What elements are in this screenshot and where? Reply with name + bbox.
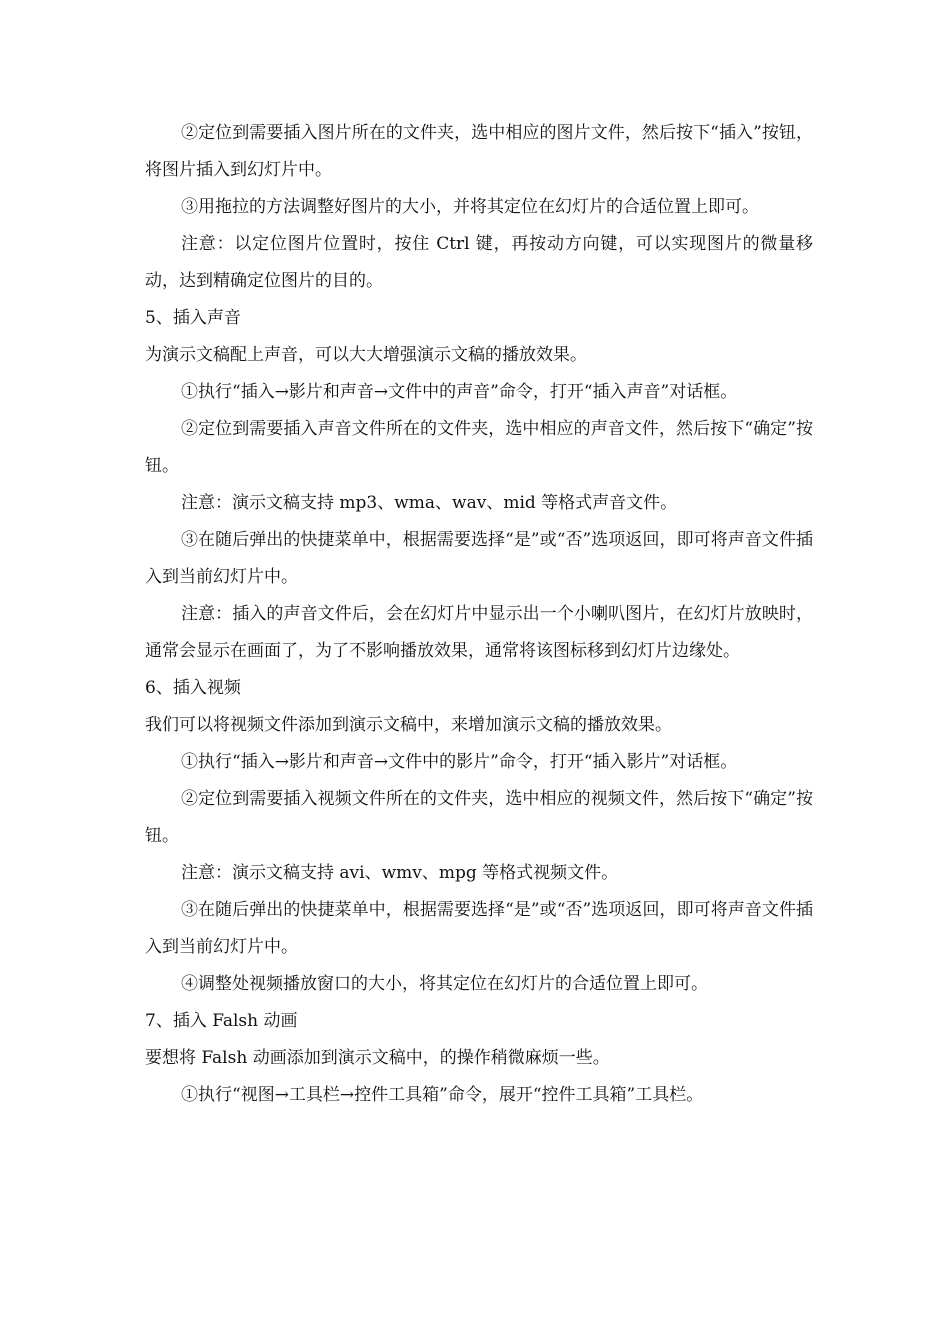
paragraph-video-step-3: ③在随后弹出的快捷菜单中，根据需要选择“是”或“否”选项返回，即可将声音文件插入到当前幻灯片中。 bbox=[145, 900, 813, 957]
section-heading-insert-sound: 5、插入声音 bbox=[145, 308, 241, 328]
paragraph-flash-intro: 要想将 Falsh 动画添加到演示文稿中，的操作稍微麻烦一些。 bbox=[145, 1048, 610, 1068]
paragraph-video-step-1: ①执行“插入→影片和声音→文件中的影片”命令，打开“插入影片”对话框。 bbox=[181, 752, 738, 772]
paragraph-sound-step-2: ②定位到需要插入声音文件所在的文件夹，选中相应的声音文件，然后按下“确定”按钮。 bbox=[145, 419, 813, 476]
paragraph-video-intro: 我们可以将视频文件添加到演示文稿中，来增加演示文稿的播放效果。 bbox=[145, 715, 672, 735]
paragraph-sound-icon-note: 注意：插入的声音文件后，会在幻灯片中显示出一个小喇叭图片，在幻灯片放映时，通常会显示在画面了，为了不影响播放效果，通常将该图标移到幻灯片边缘处。 bbox=[145, 604, 813, 661]
paragraph-video-step-2: ②定位到需要插入视频文件所在的文件夹，选中相应的视频文件，然后按下“确定”按钮。 bbox=[145, 789, 813, 846]
paragraph-sound-format-note: 注意：演示文稿支持 mp3、wma、wav、mid 等格式声音文件。 bbox=[181, 493, 678, 513]
paragraph-sound-step-1: ①执行“插入→影片和声音→文件中的声音”命令，打开“插入声音”对话框。 bbox=[181, 382, 738, 402]
paragraph-insert-picture-step-3: ③用拖拉的方法调整好图片的大小，并将其定位在幻灯片的合适位置上即可。 bbox=[181, 197, 759, 217]
paragraph-video-step-4: ④调整处视频播放窗口的大小，将其定位在幻灯片的合适位置上即可。 bbox=[181, 974, 708, 994]
paragraph-picture-note: 注意：以定位图片位置时，按住 Ctrl 键，再按动方向键，可以实现图片的微量移动，达到精确定位图片的目的。 bbox=[145, 234, 813, 291]
paragraph-video-format-note: 注意：演示文稿支持 avi、wmv、mpg 等格式视频文件。 bbox=[181, 863, 619, 883]
paragraph-insert-picture-step-2: ②定位到需要插入图片所在的文件夹，选中相应的图片文件，然后按下“插入”按钮，将图片插入到幻灯片中。 bbox=[145, 123, 813, 180]
section-heading-insert-flash: 7、插入 Falsh 动画 bbox=[145, 1011, 298, 1031]
paragraph-sound-step-3: ③在随后弹出的快捷菜单中，根据需要选择“是”或“否”选项返回，即可将声音文件插入到当前幻灯片中。 bbox=[145, 530, 813, 587]
document-body bbox=[145, 115, 813, 1114]
paragraph-sound-intro: 为演示文稿配上声音，可以大大增强演示文稿的播放效果。 bbox=[145, 345, 587, 365]
section-heading-insert-video: 6、插入视频 bbox=[145, 678, 241, 698]
paragraph-flash-step-1: ①执行“视图→工具栏→控件工具箱”命令，展开“控件工具箱”工具栏。 bbox=[181, 1085, 704, 1105]
